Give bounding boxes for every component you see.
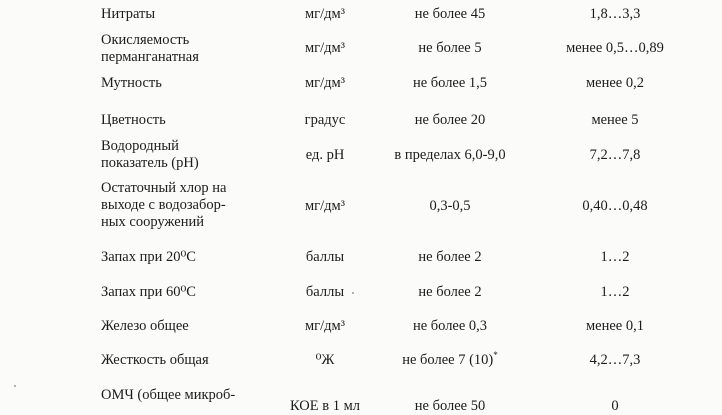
- scan-speck: [352, 292, 354, 294]
- indicator-norm: не более 2: [418, 284, 482, 300]
- indicator-unit: мг/дм³: [304, 318, 346, 334]
- indicator-norm: не более 50: [414, 398, 486, 414]
- indicator-norm: 0,3-0,5: [429, 198, 471, 214]
- indicator-norm: не более 45: [414, 6, 486, 22]
- indicator-name: Запах при 20⁰С: [101, 249, 196, 265]
- indicator-name: Цветность: [101, 112, 166, 128]
- indicator-actual: менее 0,5…0,89: [566, 40, 664, 56]
- indicator-unit: баллы: [305, 249, 345, 265]
- indicator-unit: КОЕ в 1 мл: [289, 398, 361, 414]
- indicator-name: Нитраты: [101, 6, 156, 22]
- indicator-norm: не более 1,5: [412, 75, 488, 91]
- footnote-mark: *: [493, 350, 498, 360]
- indicator-actual: 4,2…7,3: [589, 352, 641, 368]
- indicator-actual: 1…2: [600, 284, 630, 300]
- indicator-unit: градус: [304, 112, 346, 128]
- indicator-norm: не более 7 (10)*: [402, 350, 498, 368]
- indicator-norm: не более 2: [418, 249, 482, 265]
- indicator-name: Запах при 60⁰С: [101, 284, 196, 300]
- indicator-actual: 0: [611, 398, 619, 414]
- indicator-norm: в пределах 6,0-9,0: [394, 147, 506, 163]
- scan-speck: [14, 385, 16, 387]
- indicator-actual: 7,2…7,8: [589, 147, 641, 163]
- indicator-norm: не более 0,3: [412, 318, 488, 334]
- indicator-unit: мг/дм³: [304, 6, 346, 22]
- indicator-unit: мг/дм³: [304, 75, 346, 91]
- indicator-name: Окисляемость перманганатная: [101, 32, 199, 65]
- indicator-name: Водородный показатель (pH): [101, 138, 199, 171]
- indicator-name: Мутность: [101, 75, 162, 91]
- indicator-norm: не более 5: [418, 40, 482, 56]
- indicator-actual: менее 0,2: [586, 75, 644, 91]
- indicator-unit: ⁰Ж: [315, 352, 335, 368]
- indicator-name: Остаточный хлор на выходе с водозабор- ных сооружений: [101, 180, 227, 230]
- indicator-unit: баллы: [305, 284, 345, 300]
- indicator-unit: ед. pH: [305, 147, 345, 163]
- indicator-name: Жесткость общая: [101, 352, 209, 368]
- indicator-unit: мг/дм³: [304, 198, 346, 214]
- indicator-name: ОМЧ (общее микроб-: [101, 387, 236, 403]
- indicator-name: Железо общее: [101, 318, 189, 334]
- indicator-unit: мг/дм³: [304, 40, 346, 56]
- indicator-norm: не более 20: [414, 112, 486, 128]
- indicator-actual: 1…2: [600, 249, 630, 265]
- indicator-actual: менее 0,1: [586, 318, 644, 334]
- indicator-actual: 1,8…3,3: [589, 6, 641, 22]
- indicator-actual: менее 5: [591, 112, 639, 128]
- indicator-actual: 0,40…0,48: [582, 198, 648, 214]
